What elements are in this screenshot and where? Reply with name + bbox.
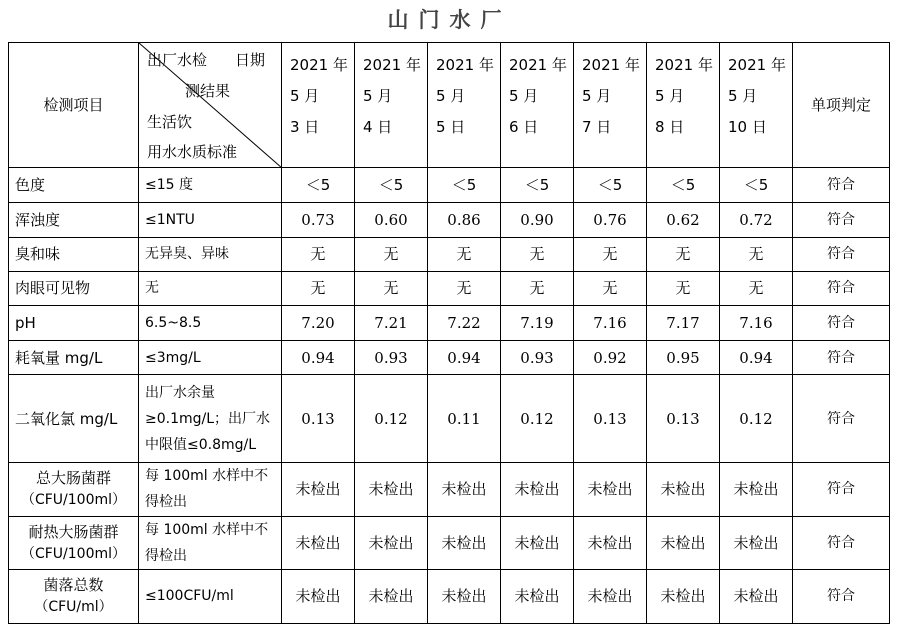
value-cell: 无 <box>720 237 793 271</box>
value-cell: 0.73 <box>282 202 355 237</box>
value-cell: 无 <box>574 237 647 271</box>
date-header-1: 2021 年 5 月 3 日 <box>282 43 355 168</box>
verdict-cell: 符合 <box>793 340 890 374</box>
value-cell: 0.94 <box>282 340 355 374</box>
table-row <box>9 569 890 623</box>
diag-label-date: 日期 <box>235 51 266 69</box>
value-cell: 0.11 <box>428 375 501 463</box>
value-cell: ＜5 <box>282 168 355 202</box>
value-cell: 7.19 <box>501 305 574 340</box>
value-cell: 7.16 <box>720 305 793 340</box>
value-cell: 0.92 <box>574 340 647 374</box>
diag-label-result-2: 测结果 <box>185 82 231 100</box>
value-cell: 0.93 <box>355 340 428 374</box>
value-cell: 未检出 <box>282 516 355 569</box>
value-cell: 0.62 <box>647 202 720 237</box>
value-cell: 未检出 <box>647 463 720 516</box>
verdict-cell: 符合 <box>793 569 890 623</box>
standard-cell: ≤100CFU/ml <box>139 569 282 623</box>
standard-cell: ≤3mg/L <box>139 340 282 374</box>
verdict-cell: 符合 <box>793 202 890 237</box>
value-cell: 0.13 <box>647 375 720 463</box>
value-cell: 0.95 <box>647 340 720 374</box>
date-header-6: 2021 年 5 月 8 日 <box>647 43 720 168</box>
page-title: 山门水厂 <box>387 8 512 32</box>
value-cell: 0.13 <box>282 375 355 463</box>
value-cell: 未检出 <box>428 569 501 623</box>
table-row <box>9 237 890 271</box>
header-item-cell: 检测项目 <box>9 43 139 168</box>
value-cell: 未检出 <box>501 463 574 516</box>
item-cell <box>9 516 139 569</box>
verdict-cell: 符合 <box>793 305 890 340</box>
value-cell: 无 <box>647 271 720 305</box>
table-row <box>9 271 890 305</box>
verdict-cell: 符合 <box>793 375 890 463</box>
item-name: 耐热大肠菌群 <box>28 522 119 541</box>
value-cell: 无 <box>501 271 574 305</box>
item-cell <box>9 463 139 516</box>
verdict-cell: 符合 <box>793 168 890 202</box>
table-row <box>9 516 890 569</box>
standard-cell: ≤15 度 <box>139 168 282 202</box>
value-cell: 未检出 <box>282 569 355 623</box>
value-cell: 0.94 <box>720 340 793 374</box>
value-cell: 未检出 <box>355 516 428 569</box>
item-cell: 肉眼可见物 <box>9 271 139 305</box>
header-verdict-cell: 单项判定 <box>793 43 890 168</box>
item-unit: （CFU/ml） <box>34 599 113 616</box>
item-name: 菌落总数 <box>43 576 104 595</box>
verdict-cell: 符合 <box>793 271 890 305</box>
standard-cell: 每 100ml 水样中不得检出 <box>139 516 282 569</box>
value-cell: 7.20 <box>282 305 355 340</box>
value-cell: ＜5 <box>574 168 647 202</box>
diag-label-standard-1: 生活饮 <box>147 113 193 131</box>
standard-cell: 6.5~8.5 <box>139 305 282 340</box>
table-row <box>9 168 890 202</box>
item-cell: 浑浊度 <box>9 202 139 237</box>
table-body <box>9 168 890 624</box>
water-quality-table <box>8 42 890 624</box>
date-header-4: 2021 年 5 月 6 日 <box>501 43 574 168</box>
value-cell: 0.86 <box>428 202 501 237</box>
value-cell: ＜5 <box>720 168 793 202</box>
value-cell: 无 <box>282 271 355 305</box>
item-cell: 臭和味 <box>9 237 139 271</box>
value-cell: 0.12 <box>501 375 574 463</box>
table-row <box>9 463 890 516</box>
table-row <box>9 340 890 374</box>
value-cell: 无 <box>282 237 355 271</box>
value-cell: ＜5 <box>647 168 720 202</box>
value-cell: 0.12 <box>355 375 428 463</box>
header-row <box>9 43 890 168</box>
date-header-2: 2021 年 5 月 4 日 <box>355 43 428 168</box>
standard-cell: ≤1NTU <box>139 202 282 237</box>
value-cell: 无 <box>501 237 574 271</box>
item-name: 总大肠菌群 <box>35 469 111 488</box>
value-cell: ＜5 <box>501 168 574 202</box>
verdict-cell: 符合 <box>793 237 890 271</box>
value-cell: 7.17 <box>647 305 720 340</box>
header-diagonal-cell <box>139 43 282 168</box>
value-cell: 未检出 <box>428 463 501 516</box>
value-cell: 未检出 <box>574 516 647 569</box>
date-header-7: 2021 年 5 月 10 日 <box>720 43 793 168</box>
value-cell: 未检出 <box>720 569 793 623</box>
date-header-5: 2021 年 5 月 7 日 <box>574 43 647 168</box>
diag-label-result: 出厂水检 <box>147 51 208 69</box>
standard-cell: 出厂水余量≥0.1mg/L；出厂水中限值≤0.8mg/L <box>139 375 282 463</box>
value-cell: 未检出 <box>720 516 793 569</box>
item-cell: pH <box>9 305 139 340</box>
date-header-3: 2021 年 5 月 5 日 <box>428 43 501 168</box>
value-cell: 无 <box>647 237 720 271</box>
value-cell: 未检出 <box>282 463 355 516</box>
value-cell: ＜5 <box>428 168 501 202</box>
item-unit: （CFU/100ml） <box>20 492 127 509</box>
standard-cell: 无 <box>139 271 282 305</box>
value-cell: 未检出 <box>501 569 574 623</box>
value-cell: 7.22 <box>428 305 501 340</box>
value-cell: 未检出 <box>647 569 720 623</box>
item-unit: （CFU/100ml） <box>20 545 127 562</box>
table-row <box>9 305 890 340</box>
value-cell: 未检出 <box>501 516 574 569</box>
item-cell: 耗氧量 mg/L <box>9 340 139 374</box>
value-cell: 0.72 <box>720 202 793 237</box>
value-cell: 未检出 <box>355 463 428 516</box>
standard-cell: 每 100ml 水样中不得检出 <box>139 463 282 516</box>
value-cell: 0.93 <box>501 340 574 374</box>
value-cell: 无 <box>428 237 501 271</box>
value-cell: 7.21 <box>355 305 428 340</box>
value-cell: 未检出 <box>647 516 720 569</box>
table-row <box>9 375 890 463</box>
value-cell: 0.12 <box>720 375 793 463</box>
value-cell: 无 <box>720 271 793 305</box>
value-cell: 0.13 <box>574 375 647 463</box>
item-cell: 色度 <box>9 168 139 202</box>
value-cell: 7.16 <box>574 305 647 340</box>
verdict-cell: 符合 <box>793 463 890 516</box>
value-cell: 未检出 <box>428 516 501 569</box>
value-cell: 未检出 <box>720 463 793 516</box>
value-cell: 无 <box>355 237 428 271</box>
value-cell: 未检出 <box>355 569 428 623</box>
value-cell: 无 <box>355 271 428 305</box>
table-row <box>9 202 890 237</box>
value-cell: 0.90 <box>501 202 574 237</box>
diag-label-standard-2: 用水水质标准 <box>147 143 238 161</box>
value-cell: 0.60 <box>355 202 428 237</box>
item-cell <box>9 569 139 623</box>
value-cell: 0.94 <box>428 340 501 374</box>
value-cell: 无 <box>574 271 647 305</box>
item-cell: 二氧化氯 mg/L <box>9 375 139 463</box>
verdict-cell: 符合 <box>793 516 890 569</box>
value-cell: 0.76 <box>574 202 647 237</box>
value-cell: 未检出 <box>574 569 647 623</box>
value-cell: 无 <box>428 271 501 305</box>
value-cell: ＜5 <box>355 168 428 202</box>
value-cell: 未检出 <box>574 463 647 516</box>
standard-cell: 无异臭、异味 <box>139 237 282 271</box>
